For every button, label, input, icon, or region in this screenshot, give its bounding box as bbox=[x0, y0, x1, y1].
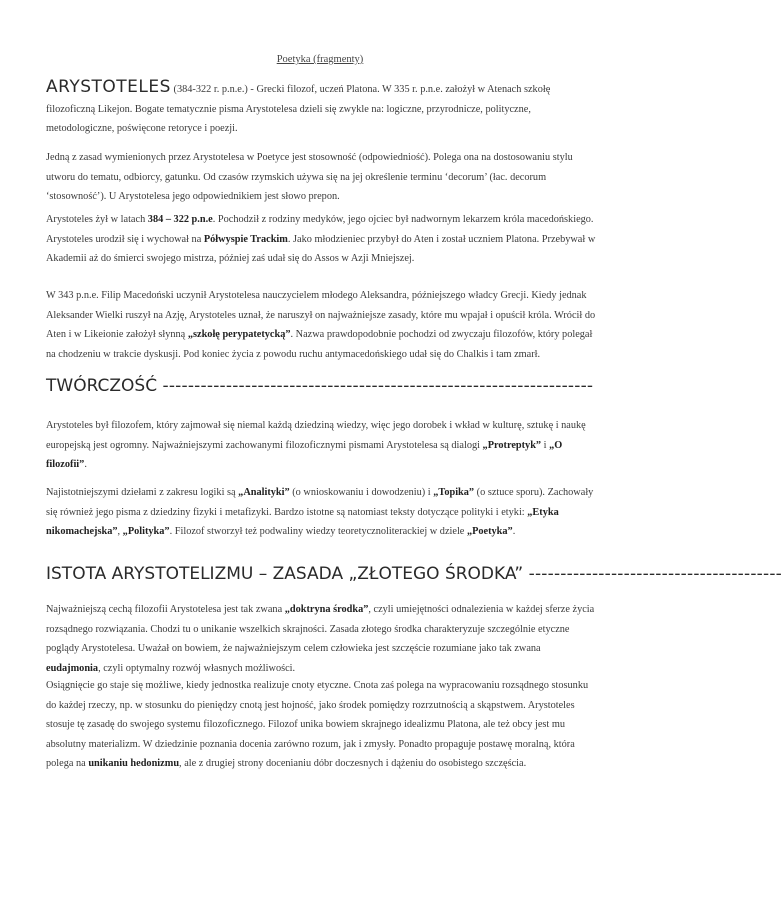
paragraph-biography: Arystoteles żył w latach 384 – 322 p.n.e. Pochodził z rodziny medyków, jego ojciec był nadwornym lekarzem króla macedońskiego. Arystoteles urodził się i wychował na Półwyspie Trackim. Jako młodzieniec przybył do Aten i został uczniem Platona. Przebywał w Akademii aż do śmierci swojego mistrza, później zaś udał się do Assos w Azji Mniejszej. bbox=[46, 214, 596, 265]
paragraph-decorum: Jedną z zasad wymienionych przez Arystotelesa w Poetyce jest stosowność (odpowiedniość). Polega ona na dostosowaniu stylu utworu do tematu, odbiorcy, gatunku. Od czasów rzymskich używa się na jej określenie terminu ‘decorum’ (łac. decorum ‘stosowność’). U Arystotelesa jego odpowiednikiem jest słowo prepon. bbox=[46, 152, 573, 203]
document-title: Poetyka (fragmenty) bbox=[276, 54, 364, 65]
paragraph-works: Arystoteles był filozofem, który zajmował się niemal każdą dziedziną wiedzy, więc jego dorobek i wkład w kulturę, sztukę i naukę europejską jest ogromny. Najważniejszymi zachowanymi filozoficznymi pismami Arystotelesa są dialogi „Protreptyk” i „O filozofii”. bbox=[46, 420, 586, 471]
paragraph-teacher: W 343 p.n.e. Filip Macedoński uczynił Arystotelesa nauczycielem młodego Aleksandra, późniejszego władcy Grecji. Kiedy jednak Aleksander Wielki ruszył na Azję, Arystoteles uznał, że naruszył on najważniejsze zasady, które mu wpajał i opuścił króla. Wrócił do Aten i w Likeionie założył słynną „szkołę perypatetycką”. Nazwa prawdopodobnie pochodzi od zwyczaju filozofów, który polegał na chodzeniu w trakcie dyskusji. Pod koniec życia z powodu ruchu antymacedońskiego udał się do Chalkis i tam zmarł. bbox=[46, 290, 596, 360]
paragraph-doctrine: Najważniejszą cechą filozofii Arystotelesa jest tak zwana „doktryna środka”, czyli umiejętności odnalezienia w każdej sferze życia rozsądnego rozwiązania. Chodzi tu o unikanie wszelkich skrajności. Zasada złotego środka charakteryzuje szczególnie etyczne poglądy Arystotelesa. Uważał on bowiem, że najważniejszym celem człowieka jest szczęście rozumiane jako tak zwana eudajmonia, czyli optymalny rozwój własnych możliwości. bbox=[46, 604, 595, 674]
paragraph-logic-works: Najistotniejszymi dziełami z zakresu logiki są „Analityki” (o wnioskowaniu i dowodzeniu) i „Topika” (o sztuce sporu). Zachowały się również jego pisma z dziedziny fizyki i metafizyki. Bardzo istotne są natomiast teksty dotyczące polityki i etyki: „Etyka nikomachejska”, „Polityka”. Filozof stworzył też podwaliny wiedzy teoretycznoliterackiej w dziele „Poetyka”. bbox=[46, 487, 594, 538]
author-name: ARYSTOTELES bbox=[46, 77, 171, 97]
section-heading-tworczosc: TWÓRCZOŚĆ -------------------------------------------------------------------- bbox=[46, 376, 594, 396]
intro-paragraph: ARYSTOTELES (384-322 r. p.n.e.) - Grecki filozof, uczeń Platona. W 335 r. p.n.e. założył w Atenach szkołę filozoficzną Likejon. Bogate tematycznie pisma Arystotelesa dzieli się zwykle na: logiczne, przyrodnicze, polityczne, metodologiczne, poświęcone retoryce i poezji. bbox=[46, 77, 551, 135]
section-heading-zloty-srodek: ISTOTA ARYSTOTELIZMU – ZASADA „ZŁOTEGO ŚRODKA” ---------------------------------------- bbox=[46, 564, 782, 584]
paragraph-virtues: Osiągnięcie go staje się możliwe, kiedy jednostka realizuje cnoty etyczne. Cnota zaś polega na wypracowaniu rozsądnego stosunku do każdej rzeczy, np. w stosunku do pieniędzy cnotą jest hojność, jako środek pomiędzy rozrzutnością a skąpstwem. Arystoteles stosuje tę zasadę do swojego systemu filozoficznego. Filozof unika bowiem skrajnego idealizmu Platona, ale też obcy jest mu absolutny materializm. W dziedzinie poznania docenia zarówno rozum, jak i zmysły. Ponadto propaguje postawę moralną, która polega na unikaniu hedonizmu, ale z drugiej strony docenianiu dóbr doczesnych i dążeniu do osobistego szczęścia. bbox=[46, 680, 589, 770]
